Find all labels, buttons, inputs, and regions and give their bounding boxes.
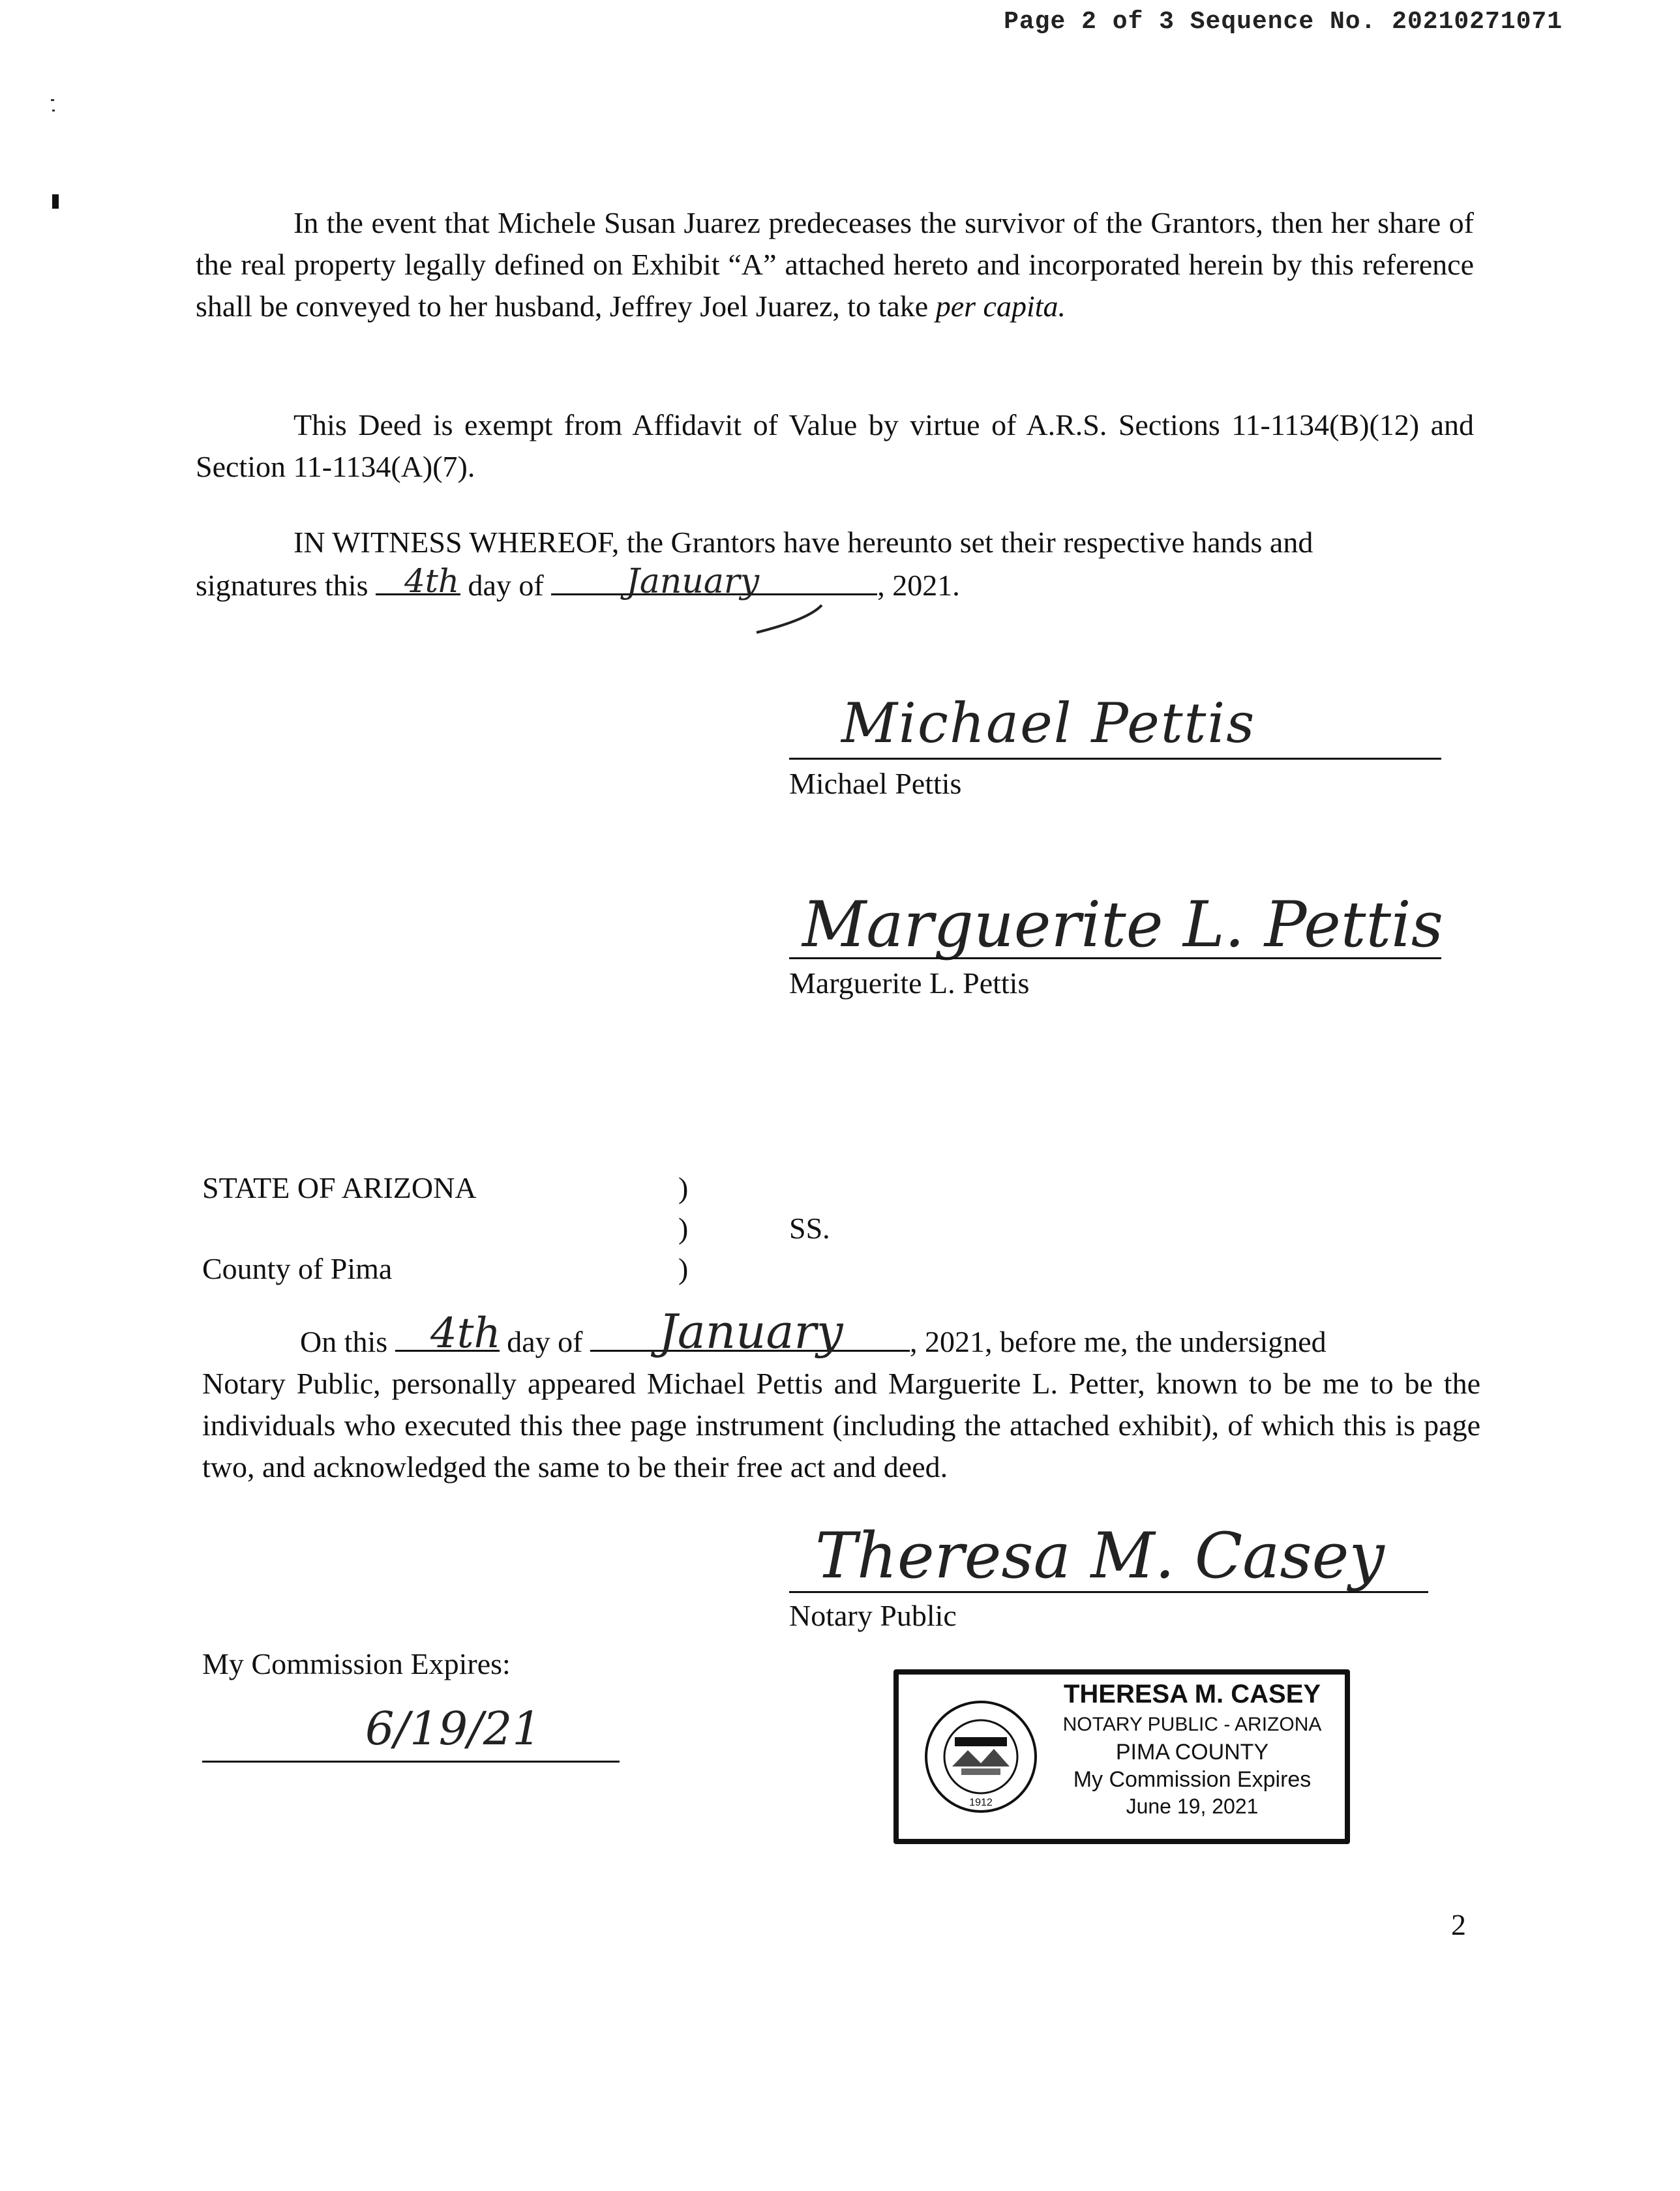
- page-sequence-header: Page 2 of 3 Sequence No. 20210271071: [1004, 8, 1563, 36]
- italic-text: per capita.: [935, 290, 1066, 323]
- ack-day-of: day of: [507, 1325, 583, 1358]
- seal-expires-date: June 19, 2021: [1126, 1795, 1259, 1818]
- ack-on-this: On this: [300, 1325, 388, 1358]
- notary-label: Notary Public: [789, 1599, 957, 1632]
- seal-expires-label: My Commission Expires: [1073, 1767, 1312, 1792]
- ack-rest-line1: , 2021, before me, the undersigned: [909, 1325, 1327, 1358]
- scan-speck: [51, 99, 54, 101]
- grantor2-name: Marguerite L. Pettis: [789, 966, 1030, 1000]
- seal-notary-name: THERESA M. CASEY: [1063, 1680, 1321, 1708]
- witness-prefix: signatures this: [196, 569, 368, 602]
- paragraph-text: In the event that Michele Susan Juarez predeceases the survivor of the Grantors, then her share of the real property legally defined on Exhibit “A” attached hereto and incorporated herein by this reference shall be conveyed to her husband, Jeffrey Joel Juarez, to take: [196, 206, 1474, 323]
- scan-speck: [52, 194, 59, 209]
- grantor1-signature: Michael Pettis: [841, 691, 1256, 755]
- seal-county: PIMA COUNTY: [1115, 1740, 1269, 1765]
- seal-notary-title: NOTARY PUBLIC - ARIZONA: [1062, 1714, 1322, 1735]
- venue-paren: ): [678, 1212, 689, 1245]
- notary-stamp: [893, 1669, 1350, 1844]
- commission-date-handwritten: 6/19/21: [365, 1702, 541, 1755]
- witness-line-1: IN WITNESS WHEREOF, the Grantors have hereunto set their respective hands and: [293, 526, 1313, 559]
- notary-signature: Theresa M. Casey: [815, 1519, 1385, 1592]
- witness-day-handwritten: 4th: [404, 562, 460, 600]
- ack-month-handwritten: January: [659, 1304, 843, 1359]
- paragraph-survivor-clause: [196, 202, 1474, 327]
- paragraph-exemption: This Deed is exempt from Affidavit of Value by virtue of A.R.S. Sections 11-1134(B)(12) and Section 11-1134(A)(7).: [196, 408, 1474, 483]
- witness-line-2: [196, 565, 960, 606]
- witness-year: , 2021.: [877, 569, 960, 602]
- witness-day-of: day of: [468, 569, 544, 602]
- arizona-state-seal: [922, 1698, 1040, 1815]
- grantor1-name: Michael Pettis: [789, 767, 962, 800]
- seal-year: 1912: [969, 1797, 993, 1808]
- grantor1-signature-line: [789, 758, 1441, 760]
- ack-day-handwritten: 4th: [430, 1309, 501, 1358]
- venue-state: STATE OF ARIZONA: [202, 1171, 477, 1204]
- notary-signature-line: [789, 1591, 1428, 1593]
- venue-ss: SS.: [789, 1212, 830, 1245]
- commission-label: My Commission Expires:: [202, 1647, 511, 1680]
- grantor2-signature-line: [789, 957, 1441, 959]
- scan-speck: [52, 110, 55, 112]
- page-number: 2: [1451, 1908, 1466, 1941]
- witness-month-handwritten: January: [626, 562, 760, 601]
- handwriting-flourish: [750, 600, 828, 639]
- grantor2-signature: Marguerite L. Pettis: [802, 888, 1444, 961]
- venue-paren: ): [678, 1171, 689, 1204]
- commission-line: [202, 1761, 620, 1763]
- venue-paren: ): [678, 1252, 689, 1285]
- venue-county: County of Pima: [202, 1252, 393, 1285]
- acknowledgment-body: Notary Public, personally appeared Michael Pettis and Marguerite L. Petter, known to be me to be the individuals who executed this thee page instrument (including the attached exhibit), of which this is page two, and acknowledged the same to be their free act and deed.: [202, 1367, 1480, 1483]
